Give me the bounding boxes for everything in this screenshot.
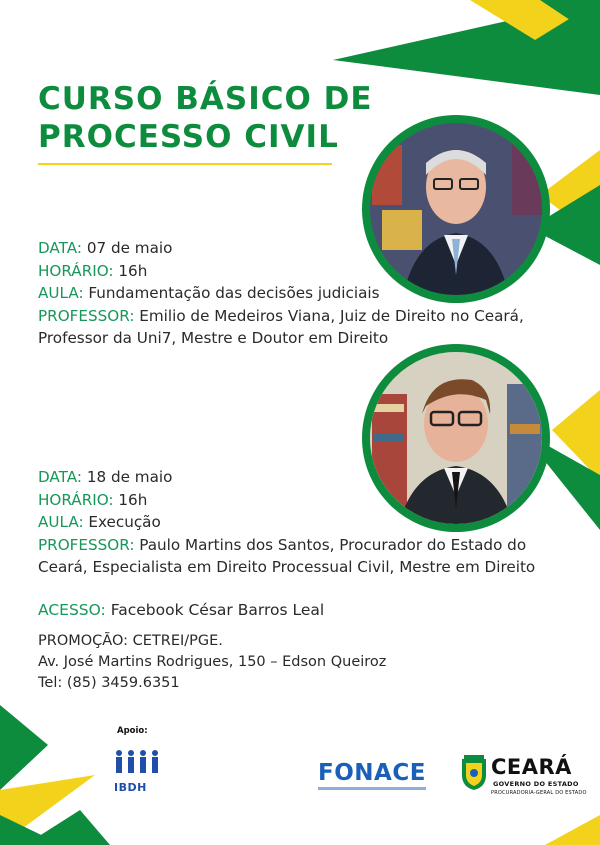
date-value: 07 de maio [86,239,173,257]
time-value: 16h [118,490,148,509]
class-label: AULA: [38,513,84,531]
time-value: 16h [118,261,148,280]
ibdh-logo-icon [113,748,161,782]
fonace-subtitle-bar [318,787,426,790]
professor-value: Emilio de Medeiros Viana, Juiz de Direito no Ceará, [139,306,524,325]
title-underline [38,163,332,165]
date-label: DATA: [38,239,82,257]
ceara-logo-text: CEARÁ [491,755,572,779]
title-line-2: PROCESSO CIVIL [38,119,339,155]
promotion-line: PROMOÇÃO: CETREI/PGE. [38,633,223,649]
class-value: Fundamentação das decisões judiciais [88,284,380,302]
date-label: DATA: [38,468,82,486]
session-1-professor-cont: Professor da Uni7, Mestre e Doutor em Direito [38,329,389,347]
pge-label: PROCURADORIA-GERAL DO ESTADO [491,790,587,796]
ceara-coat-of-arms-icon [460,755,488,791]
date-value: 18 de maio [86,468,173,486]
time-label: HORÁRIO: [38,261,114,280]
deco-triangle [0,705,48,790]
title-line-1: CURSO BÁSICO DE [38,81,373,117]
professor-value: Paulo Martins dos Santos, Procurador do Estado do [139,535,527,554]
time-label: HORÁRIO: [38,490,114,509]
phone-line: Tel: (85) 3459.6351 [38,675,180,691]
session-2-info [38,466,535,579]
session-2-time [38,489,535,512]
class-label: AULA: [38,284,84,302]
support-label: Apoio: [117,726,148,736]
access-line [38,601,324,619]
session-1-professor [38,305,524,328]
deco-triangle [545,815,600,845]
session-2-class [38,511,535,534]
session-1-date [38,237,524,260]
session-2-professor-cont: Ceará, Especialista em Direito Processual Civil, Mestre em Direito [38,558,536,576]
address-line: Av. José Martins Rodrigues, 150 – Edson Queiroz [38,654,387,670]
professor-label: PROFESSOR: [38,306,135,325]
session-2-professor [38,534,535,557]
page-title [38,80,373,156]
fonace-logo: FONACE [318,760,426,786]
session-1-info [38,237,524,350]
class-value: Execução [88,513,161,531]
session-1-class [38,282,524,305]
promotion-block [38,631,386,694]
ibdh-logo-text: IBDH [114,781,147,794]
access-label: ACESSO: [38,601,106,619]
access-value: Facebook César Barros Leal [110,601,325,619]
government-label: GOVERNO DO ESTADO [493,780,579,788]
session-1-time [38,260,524,283]
professor-label: PROFESSOR: [38,535,135,554]
session-2-date [38,466,535,489]
